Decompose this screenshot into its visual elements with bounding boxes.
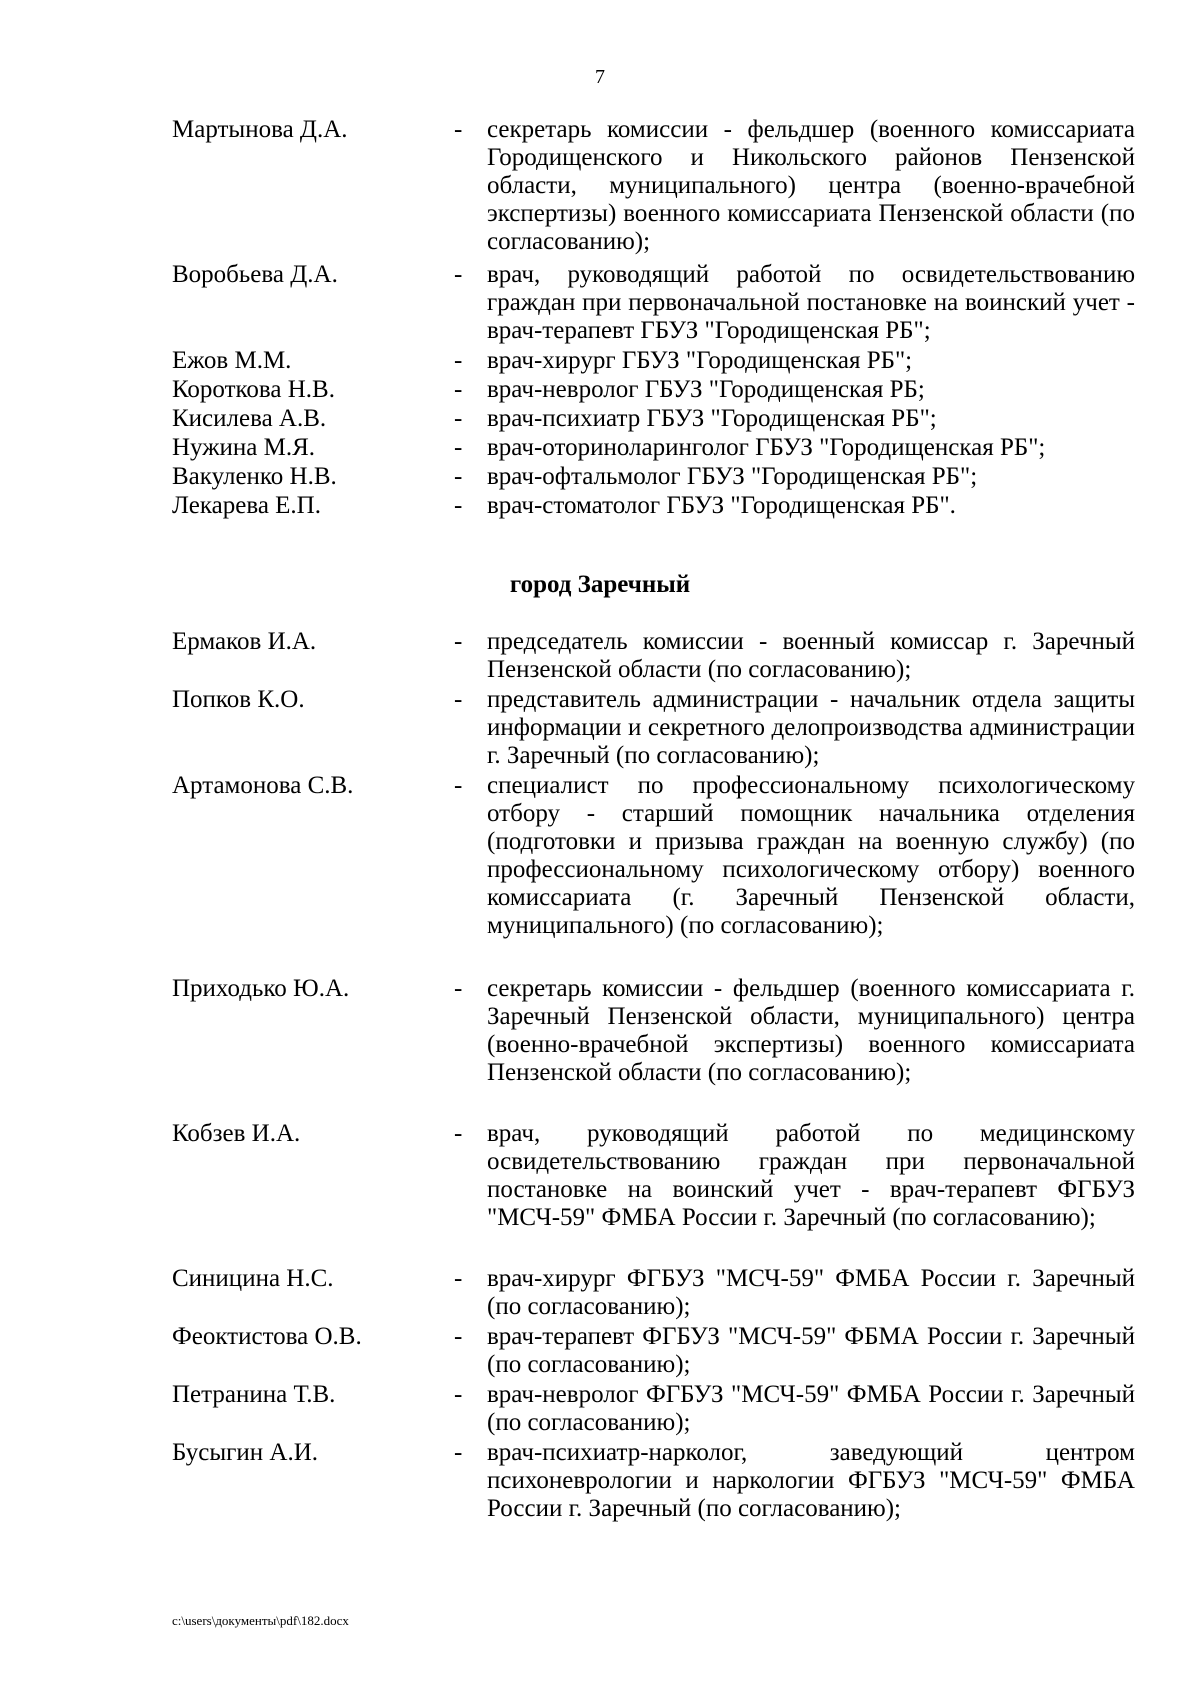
member-role: врач-невролог ГБУЗ "Городищенская РБ; [487, 376, 925, 403]
member-list-gorodishche [0, 116, 1200, 521]
separator-dash: - [454, 628, 463, 655]
member-name: Мартынова Д.А. [172, 116, 348, 143]
list-item [0, 1381, 1200, 1439]
list-item [0, 347, 1200, 376]
member-name: Кисилева А.В. [172, 405, 327, 432]
separator-dash: - [454, 772, 463, 799]
member-role: врач, руководящий работой по освидетельствованию граждан при первоначальной постановке на воинский учет - врач-терапевт ГБУЗ "Городищенская РБ"; [487, 261, 1135, 344]
member-name: Феоктистова О.В. [172, 1323, 362, 1350]
list-item [0, 492, 1200, 521]
member-name: Петранина Т.В. [172, 1381, 336, 1408]
member-name: Кобзев И.А. [172, 1120, 301, 1147]
list-item [0, 686, 1200, 772]
separator-dash: - [454, 405, 463, 432]
separator-dash: - [454, 347, 463, 374]
member-name: Бусыгин А.И. [172, 1439, 318, 1466]
member-name: Нужина М.Я. [172, 434, 316, 461]
member-role: врач-психиатр-нарколог, заведующий центром психоневрологии и наркологии ФГБУЗ "МСЧ-59" ФМБА России г. Заречный (по согласованию); [487, 1439, 1135, 1522]
page-number: 7 [595, 66, 605, 88]
list-item [0, 434, 1200, 463]
member-role: врач-хирург ФГБУЗ "МСЧ-59" ФМБА России г. Заречный (по согласованию); [487, 1265, 1135, 1320]
list-item [0, 975, 1200, 1120]
member-name: Воробьева Д.А. [172, 261, 338, 288]
separator-dash: - [454, 1381, 463, 1408]
member-role: врач, руководящий работой по медицинскому освидетельствованию граждан при первоначальной постановке на воинский учет - врач-терапевт ФГБУЗ "МСЧ-59" ФМБА России г. Заречный (по согласованию); [487, 1120, 1135, 1231]
list-item [0, 116, 1200, 261]
separator-dash: - [454, 116, 463, 143]
member-role: врач-терапевт ФГБУЗ "МСЧ-59" ФБМА России г. Заречный (по согласованию); [487, 1323, 1135, 1378]
member-role: врач-оториноларинголог ГБУЗ "Городищенская РБ"; [487, 434, 1046, 461]
member-name: Лекарева Е.П. [172, 492, 321, 519]
list-item [0, 1120, 1200, 1265]
separator-dash: - [454, 1265, 463, 1292]
member-role: врач-невролог ФГБУЗ "МСЧ-59" ФМБА России г. Заречный (по согласованию); [487, 1381, 1135, 1436]
list-item [0, 1323, 1200, 1381]
member-name: Ежов М.М. [172, 347, 292, 374]
separator-dash: - [454, 1323, 463, 1350]
member-role: представитель администрации - начальник отдела защиты информации и секретного делопроизводства администрации г. Заречный (по согласованию); [487, 686, 1135, 769]
member-list-zarechny [0, 628, 1200, 1526]
member-role: секретарь комиссии - фельдшер (военного комиссариата г. Заречный Пензенской области, муниципального) центра (военно-врачебной экспертизы) военного комиссариата Пензенской области (по согласованию); [487, 975, 1135, 1086]
separator-dash: - [454, 261, 463, 288]
list-item [0, 628, 1200, 686]
separator-dash: - [454, 376, 463, 403]
separator-dash: - [454, 492, 463, 519]
separator-dash: - [454, 463, 463, 490]
member-name: Короткова Н.В. [172, 376, 335, 403]
member-role: председатель комиссии - военный комиссар г. Заречный Пензенской области (по согласованию); [487, 628, 1135, 683]
separator-dash: - [454, 686, 463, 713]
member-role: секретарь комиссии - фельдшер (военного комиссариата Городищенского и Никольского районов Пензенской области, муниципального) центра (военно-врачебной экспертизы) военного комиссариата Пензенской области (по согласованию); [487, 116, 1135, 255]
member-role: врач-офтальмолог ГБУЗ "Городищенская РБ"; [487, 463, 978, 490]
member-role: врач-психиатр ГБУЗ "Городищенская РБ"; [487, 405, 937, 432]
list-item [0, 1439, 1200, 1526]
member-name: Синицина Н.С. [172, 1265, 334, 1292]
member-role: специалист по профессиональному психологическому отбору - старший помощник начальника отделения (подготовки и призыва граждан на военную службу) (по профессиональному психологическому отбору) военного комиссариата (г. Заречный Пензенской области, муниципального) (по согласованию); [487, 772, 1135, 939]
separator-dash: - [454, 1120, 463, 1147]
list-item [0, 261, 1200, 347]
member-role: врач-стоматолог ГБУЗ "Городищенская РБ". [487, 492, 956, 519]
member-name: Артамонова С.В. [172, 772, 354, 799]
list-item [0, 405, 1200, 434]
member-name: Ермаков И.А. [172, 628, 317, 655]
separator-dash: - [454, 1439, 463, 1466]
list-item [0, 463, 1200, 492]
member-name: Попков К.О. [172, 686, 305, 713]
list-item [0, 376, 1200, 405]
member-name: Приходько Ю.А. [172, 975, 350, 1002]
list-item [0, 772, 1200, 975]
file-path-footer: c:\users\документы\pdf\182.docx [172, 1613, 349, 1628]
separator-dash: - [454, 975, 463, 1002]
member-name: Вакуленко Н.В. [172, 463, 337, 490]
list-item [0, 1265, 1200, 1323]
separator-dash: - [454, 434, 463, 461]
member-role: врач-хирург ГБУЗ "Городищенская РБ"; [487, 347, 913, 374]
section-heading: город Заречный [509, 571, 691, 598]
